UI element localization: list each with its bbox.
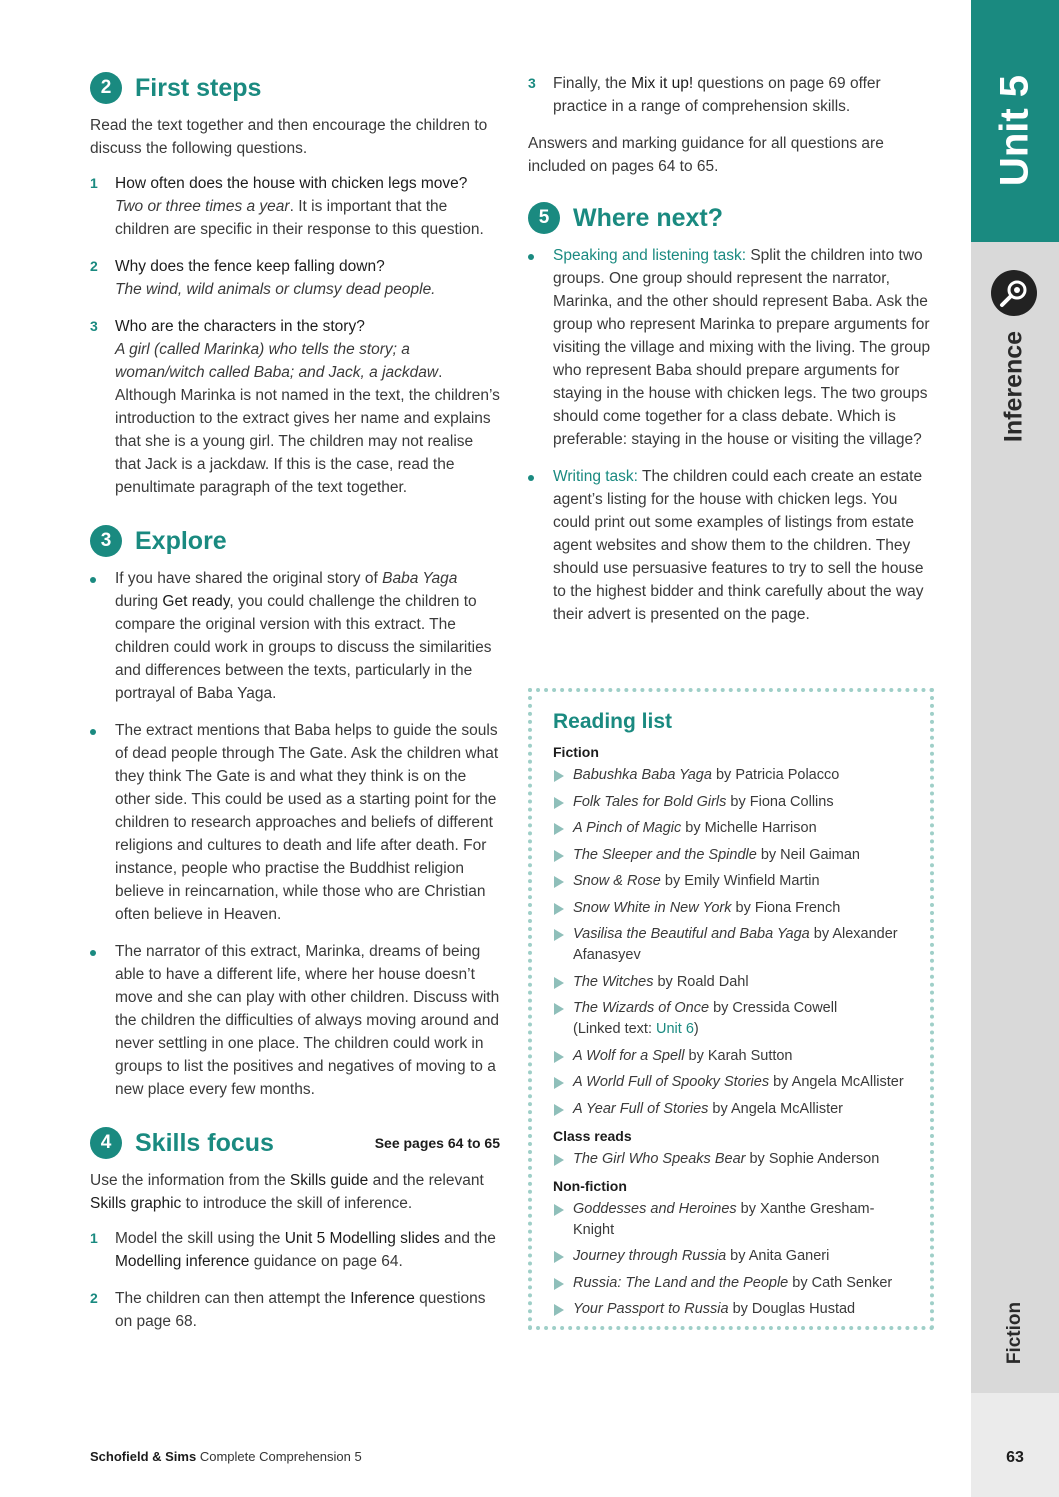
book-author: by Cath Senker <box>788 1274 893 1291</box>
unit-tab <box>971 0 1059 242</box>
book-author: by Sophie Anderson <box>745 1150 880 1167</box>
book-item <box>553 765 910 786</box>
text: and the <box>439 1230 496 1247</box>
skill-label: Inference <box>999 330 1028 443</box>
where-next-heading <box>528 202 938 234</box>
right-column <box>528 72 938 652</box>
explore-bullets <box>90 567 500 1101</box>
side-tab-bar <box>971 0 1059 1497</box>
item-number: 3 <box>90 318 98 334</box>
resource-keyword: Skills graphic <box>90 1195 182 1212</box>
footer <box>90 1449 362 1464</box>
skills-focus-section <box>90 1127 500 1333</box>
question-text: Who are the characters in the story? <box>115 318 365 335</box>
book-author: by Fiona Collins <box>726 793 834 810</box>
book-title: Goddesses and Heroines <box>573 1200 737 1217</box>
section-number-badge: 4 <box>90 1127 122 1159</box>
answer-text: . Although Marinka is not named in the text, the children’s introduction to the extract gives her name and explains that she is a young girl. The children may not realise that Jack is a jackdaw. If this is the case, read the penultimate paragraph of the text together. <box>115 364 500 496</box>
fiction-list <box>553 765 910 1120</box>
book-author: by Fiona French <box>731 899 841 916</box>
section-title: First steps <box>135 73 262 102</box>
book-title: A Wolf for a Spell <box>573 1047 685 1064</box>
book-title: The Wizards of Once <box>573 1000 710 1016</box>
resource-keyword: Skills guide <box>289 1172 369 1189</box>
book-author: by Roald Dahl <box>653 973 749 990</box>
book-title: Baba Yaga <box>382 570 458 587</box>
step-item <box>528 72 938 118</box>
book-author: by Douglas Hustad <box>728 1301 856 1317</box>
answer-italic: Two or three times a year <box>115 198 290 215</box>
bullet-item <box>528 465 938 626</box>
answer-text: . It is important that the children are specific in their response to this question. <box>115 198 484 238</box>
skills-steps <box>90 1227 500 1333</box>
book-item <box>553 818 910 839</box>
step-item <box>90 1227 500 1273</box>
page-number-box <box>971 1393 1059 1497</box>
left-column <box>90 72 500 1359</box>
book-title: Snow & Rose <box>573 873 661 889</box>
task-label: Writing task: <box>553 468 638 485</box>
resource-keyword: Mix it up! <box>631 75 694 92</box>
bullet-item: The narrator of this extract, Marinka, dreams of being able to have a different life, where her house doesn’t move and she can play with other children. Discuss with the children the difficulties of always moving around and never settling in one place. The children could work in groups to list the positives and negatives of moving to a new place every few months. <box>90 940 500 1101</box>
bullet-item: The extract mentions that Baba helps to guide the souls of dead people through The Gate. Ask the children what they think The Gate is and what they think is on the other side. This could be used as a starting point for the children to research approaches and beliefs of different religions and cultures to death and life after death. For instance, people who practise the Buddhist religion believe in reincarnation, while those who are Christian often believe in Heaven. <box>90 719 500 926</box>
resource-keyword: Inference <box>350 1290 415 1307</box>
answers-note: Answers and marking guidance for all questions are included on pages 64 to 65. <box>528 135 884 175</box>
section-title: Skills focus <box>135 1128 274 1157</box>
text: , you could challenge the children to compare the original version with this extract. The children could work in groups to discuss the similarities and differences between the texts, particularly in the portrayal of Baba Yaga. <box>115 593 492 702</box>
book-author: by Angela McAllister <box>708 1100 843 1117</box>
text: and the relevant <box>368 1172 484 1189</box>
book-author: by Xanthe Gresham-Knight <box>573 1200 875 1238</box>
item-number: 3 <box>528 75 536 91</box>
class-reads-list <box>553 1149 910 1170</box>
reading-list-box <box>528 688 934 1330</box>
resource-keyword: Unit 5 Modelling slides <box>284 1230 440 1247</box>
book-author: by Angela McAllister <box>769 1074 904 1090</box>
book-item <box>553 1072 910 1093</box>
class-reads-subheading: Class reads <box>553 1127 632 1144</box>
where-next-section <box>528 202 938 626</box>
resource-keyword: Get ready <box>162 593 230 610</box>
nonfiction-list <box>553 1199 910 1321</box>
book-item <box>553 1199 910 1241</box>
book-author: by Michelle Harrison <box>681 820 817 836</box>
page-number: 63 <box>1006 1449 1024 1466</box>
answer-italic: A girl (called Marinka) who tells the story; a woman/witch called Baba; and Jack, a jackdaw <box>115 341 439 381</box>
book-item <box>553 871 910 892</box>
section-number-badge: 5 <box>528 202 560 234</box>
book-title: Russia: The Land and the People <box>573 1274 789 1291</box>
bullet-item <box>528 244 938 451</box>
book-item <box>553 898 910 919</box>
first-steps-heading <box>90 72 500 104</box>
skills-steps-continued <box>528 72 938 118</box>
book-title: The Witches <box>573 973 654 990</box>
text: Finally, the <box>553 75 632 92</box>
book-item <box>553 998 910 1040</box>
book-author: by Anita Ganeri <box>726 1248 830 1264</box>
book-author: by Neil Gaiman <box>756 846 860 863</box>
question-item <box>90 172 500 241</box>
page-reference: See pages 64 to 65 <box>374 1135 500 1151</box>
book-author: by Karah Sutton <box>684 1047 793 1064</box>
linked-text-prefix: (Linked text: <box>573 1021 657 1037</box>
book-item <box>553 1273 910 1294</box>
item-number: 2 <box>90 1290 98 1306</box>
book-author: by Emily Winfield Martin <box>660 873 820 889</box>
question-text: Why does the fence keep falling down? <box>115 258 385 275</box>
explore-heading <box>90 525 500 557</box>
book-author: by Alexander Afanasyev <box>573 926 898 963</box>
book-item <box>553 1299 910 1320</box>
task-text: Split the children into two groups. One group should represent the narrator, Marinka, and the other should represent Baba. Ask the group who represent Marinka to prepare arguments for visiting the village and mixing with the living. The group who represent Baba should prepare arguments for staying in the house with chicken legs. The two groups should come together for a class debate. Which is preferable: staying in the house or visiting the village? <box>553 247 931 448</box>
book-title: Journey through Russia <box>573 1248 727 1264</box>
book-item <box>553 972 910 993</box>
question-text: How often does the house with chicken legs move? <box>115 175 468 192</box>
linked-text-suffix: ) <box>693 1021 699 1037</box>
reading-list-title: Reading list <box>553 710 673 733</box>
section-number-badge: 2 <box>90 72 122 104</box>
book-item <box>553 1099 910 1120</box>
skills-focus-intro <box>90 1169 500 1215</box>
task-label: Speaking and listening task: <box>553 247 747 264</box>
text: questions on page 68. <box>115 1290 486 1330</box>
text: questions on page 69 offer practice in a range of comprehension skills. <box>553 75 881 115</box>
resource-keyword: Modelling inference <box>115 1253 250 1270</box>
task-text: The children could each create an estate agent’s listing for the house with chicken legs. You could print out some examples of listings from estate agent websites and show them to the children. They should use persuasive features to try to sell the house to the highest bidder and think carefully about the way their advert is presented on the page. <box>553 468 924 623</box>
text: guidance on page 64. <box>249 1253 403 1270</box>
book-title: Vasilisa the Beautiful and Baba Yaga <box>573 926 810 942</box>
linked-unit-link[interactable]: Unit 6 <box>656 1021 694 1037</box>
publisher-name: Schofield & Sims <box>90 1449 197 1464</box>
fiction-subheading: Fiction <box>553 744 599 760</box>
book-item <box>553 924 910 966</box>
book-title: The Sleeper and the Spindle <box>573 846 757 863</box>
item-number: 1 <box>90 175 98 191</box>
book-title: Babushka Baba Yaga <box>573 767 712 783</box>
book-title: A Year Full of Stories <box>573 1100 709 1117</box>
first-steps-section <box>90 72 500 499</box>
first-steps-intro: Read the text together and then encourage the children to discuss the following questions. <box>90 117 488 157</box>
book-title: The Girl Who Speaks Bear <box>573 1150 746 1167</box>
text: Model the skill using the <box>115 1230 285 1247</box>
book-title: Folk Tales for Bold Girls <box>573 793 727 810</box>
question-item <box>90 255 500 301</box>
book-title: Your Passport to Russia <box>573 1301 729 1317</box>
section-title: Explore <box>135 526 227 555</box>
question-item <box>90 315 500 499</box>
book-item <box>553 1046 910 1067</box>
book-item <box>553 1246 910 1267</box>
book-item <box>553 845 910 866</box>
where-next-bullets <box>528 244 938 626</box>
genre-label: Fiction <box>1004 1301 1025 1365</box>
book-title: A Pinch of Magic <box>573 820 682 836</box>
book-title: Snow White in New York <box>573 899 732 916</box>
text: If you have shared the original story of <box>115 570 383 587</box>
text: during <box>115 593 163 610</box>
section-title: Where next? <box>573 203 724 232</box>
book-item <box>553 1149 910 1170</box>
unit-label: Unit 5 <box>992 74 1037 187</box>
book-item <box>553 792 910 813</box>
step-item <box>90 1287 500 1333</box>
item-number: 2 <box>90 258 98 274</box>
text: to introduce the skill of inference. <box>181 1195 413 1212</box>
book-author: by Patricia Polacco <box>711 767 840 783</box>
book-author: by Cressida Cowell <box>709 1000 838 1016</box>
book-title: Complete Comprehension 5 <box>199 1449 362 1464</box>
item-number: 1 <box>90 1230 98 1246</box>
text: Use the information from the <box>90 1172 290 1189</box>
explore-section <box>90 525 500 1101</box>
nonfiction-subheading: Non-fiction <box>553 1177 627 1194</box>
text: The children can then attempt the <box>115 1290 351 1307</box>
section-number-badge: 3 <box>90 525 122 557</box>
bullet-item <box>90 567 500 705</box>
question-list <box>90 172 500 499</box>
book-title: A World Full of Spooky Stories <box>573 1074 770 1090</box>
answer-italic: The wind, wild animals or clumsy dead people. <box>115 281 436 298</box>
skills-focus-heading <box>90 1127 500 1159</box>
